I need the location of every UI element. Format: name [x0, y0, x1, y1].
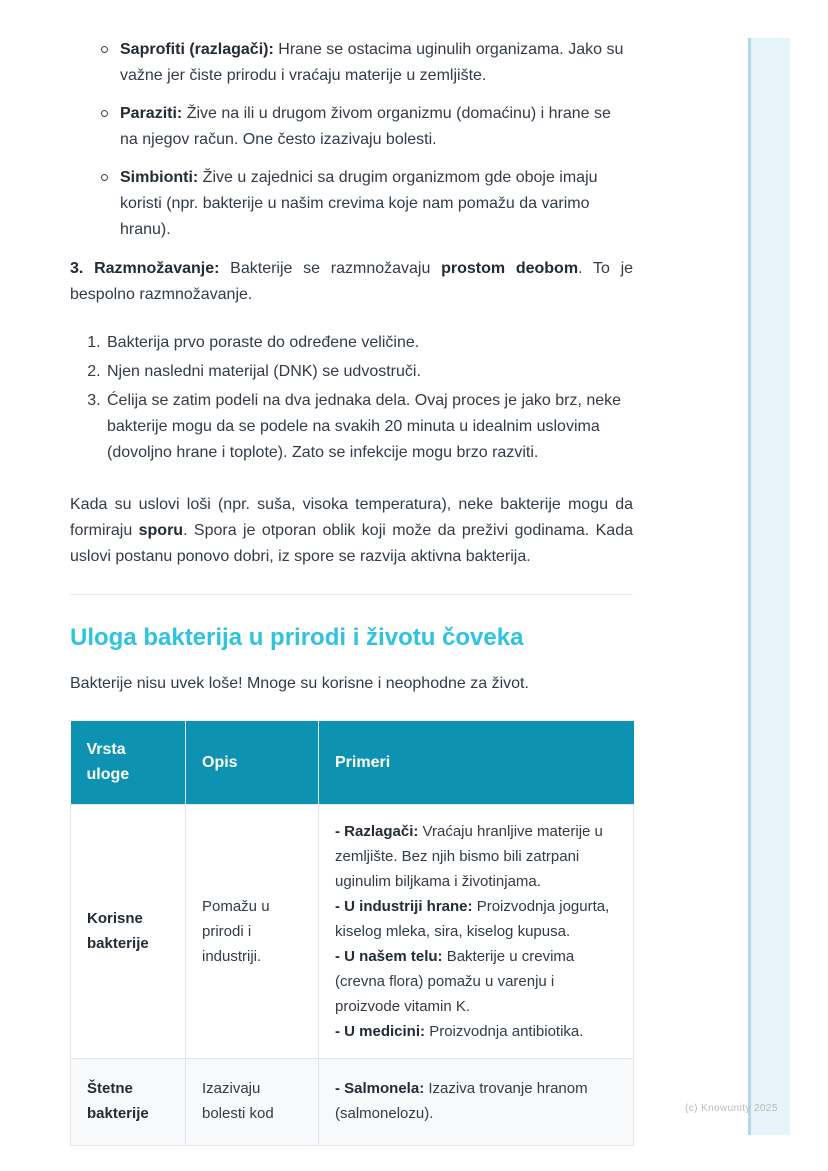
paragraph-text: Bakterije se razmnožavaju — [230, 260, 431, 277]
paragraph-lead-bold: 3. Razmnožavanje: — [70, 260, 220, 277]
example-lead: - U industriji hrane: — [335, 897, 473, 915]
role-cell: Štetne bakterije — [71, 1058, 186, 1145]
example-text: Vraćaju hranljive materije u zemljište. Bez njih bismo bili zatrpani uginulim biljkama i životinjama. — [335, 822, 603, 890]
bacteria-roles-table — [70, 721, 634, 1146]
paragraph-tail: . To je bespolno razmnožavanje. — [70, 260, 634, 303]
example-line — [335, 894, 617, 944]
role-cell: Korisne bakterije — [71, 804, 186, 1058]
table-row — [71, 1058, 634, 1145]
example-line — [335, 819, 617, 894]
list-item — [70, 101, 633, 153]
example-lead: - U medicini: — [335, 1022, 426, 1040]
list-item — [70, 37, 633, 89]
example-line — [335, 1019, 617, 1044]
term-description: Žive u zajednici sa drugim organizmom gde oboje imaju koristi (npr. bakterije u našim crevima koje nam pomažu da varimo hranu). — [120, 169, 598, 238]
example-line — [335, 944, 617, 1019]
nutrition-types-list — [70, 37, 633, 243]
column-header-description: Opis — [186, 721, 319, 804]
example-lead: - Razlagači: — [335, 822, 419, 840]
example-text: Bakterije u crevima (crevna flora) pomažu u varenju i proizvode vitamin K. — [335, 947, 575, 1015]
spore-paragraph — [70, 492, 633, 570]
term-label: Paraziti: — [120, 105, 183, 122]
section-divider — [70, 594, 633, 595]
paragraph-text: Kada su uslovi loši (npr. suša, visoka temperatura), neke bakterije mogu da formiraju — [70, 496, 633, 539]
paragraph-emphasis: sporu — [138, 522, 184, 539]
section-heading: Uloga bakterija u prirodi i životu čoveka — [70, 624, 524, 651]
paragraph-emphasis: prostom deobom — [441, 260, 579, 277]
step-item: 3. Ćelija se zatim podeli na dva jednaka dela. Ovaj proces je jako brz, neke bakterije mogu da se podele na svakih 20 minuta u idealnim uslovima (dovoljno hrane i toplote). Zato se infekcije mogu brzo razviti. — [105, 388, 633, 466]
column-header-examples: Primeri — [319, 721, 634, 804]
description-cell: Pomažu u prirodi i industriji. — [186, 804, 319, 1058]
example-lead: - U našem telu: — [335, 947, 443, 965]
description-cell: Izazivaju bolesti kod — [186, 1058, 319, 1145]
table-row — [71, 804, 634, 1058]
example-text: Izaziva trovanje hranom (salmonelozu). — [335, 1079, 588, 1122]
list-item — [70, 165, 633, 243]
example-text: Proizvodnja jogurta, kiselog mleka, sira, kiselog kupusa. — [335, 897, 610, 940]
term-label: Saprofiti (razlagači): — [120, 41, 274, 58]
term-description: Žive na ili u drugom živom organizmu (domaćinu) i hrane se na njegov račun. One često izazivaju bolesti. — [120, 105, 611, 148]
highlight-side-bar — [748, 38, 790, 1135]
reproduction-paragraph — [70, 256, 633, 308]
example-lead: - Salmonela: — [335, 1079, 425, 1097]
division-steps-list — [70, 330, 633, 466]
example-text: Proizvodnja antibiotika. — [429, 1022, 584, 1040]
term-description: Hrane se ostacima uginulih organizama. Jako su važne jer čiste prirodu i vraćaju materije u zemljište. — [120, 41, 624, 84]
section-intro: Bakterije nisu uvek loše! Mnoge su korisne i neophodne za život. — [70, 675, 529, 692]
document-content — [70, 0, 633, 1146]
example-line — [335, 1076, 617, 1126]
column-header-role: Vrsta uloge — [71, 721, 186, 804]
step-item: 2. Njen nasledni materijal (DNK) se udvostruči. — [105, 359, 633, 385]
table-header-row — [71, 721, 634, 804]
watermark-credit: (c) Knowunity 2025 — [685, 1103, 778, 1114]
examples-cell — [319, 1058, 634, 1145]
term-label: Simbionti: — [120, 169, 199, 186]
paragraph-tail: . Spora je otporan oblik koji može da preživi godinama. Kada uslovi postanu ponovo dobri, iz spore se razvija aktivna bakterija. — [70, 522, 633, 565]
examples-cell — [319, 804, 634, 1058]
step-item: 1. Bakterija prvo poraste do određene veličine. — [105, 330, 633, 356]
